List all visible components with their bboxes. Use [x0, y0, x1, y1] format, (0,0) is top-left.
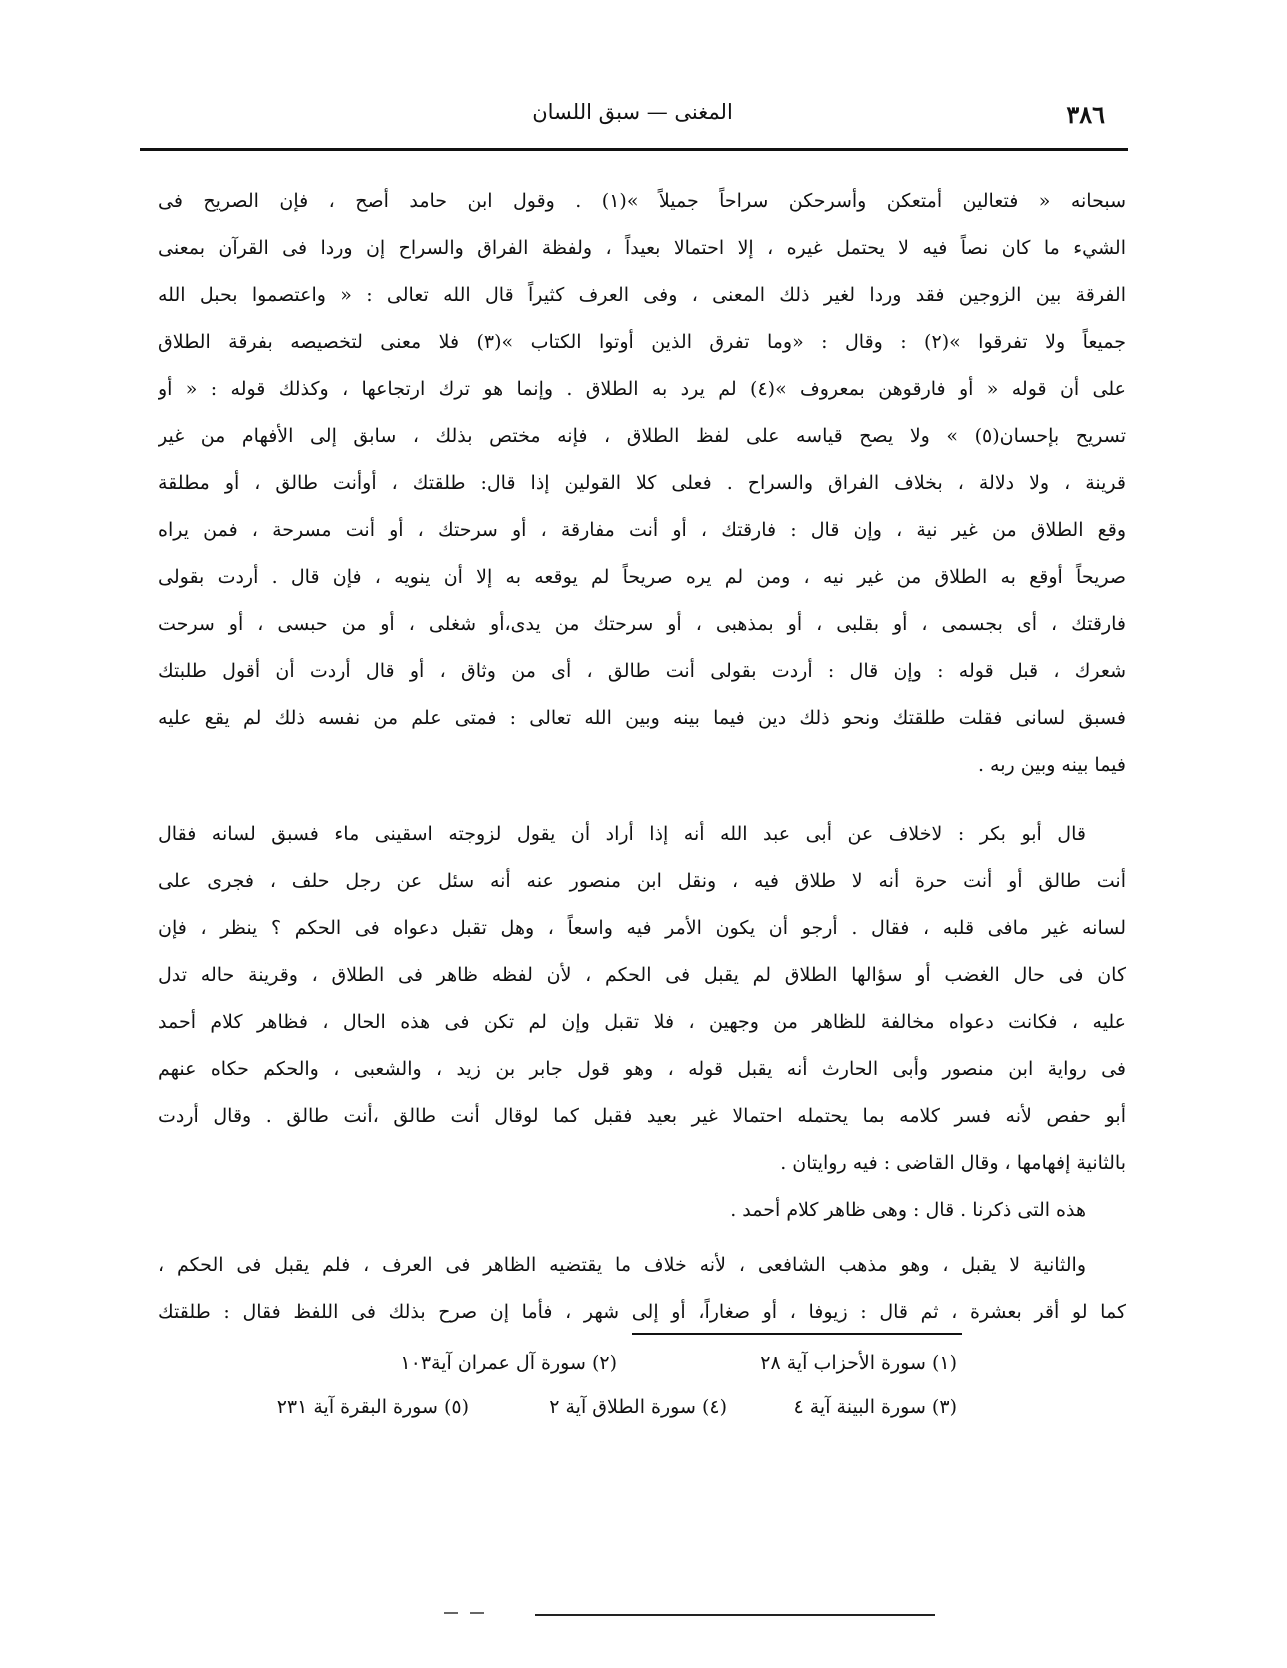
text-line: شعرك ، قبل قوله : وإن قال : أردت بقولى أنت طالق ، أى من وثاق ، أو قال أردت أن أقول طلبتك: [158, 660, 1126, 682]
text-line: لسانه غير مافى قلبه ، فقال . أرجو أن يكون الأمر فيه واسعاً ، وهل تقبل دعواه فى الحكم ؟ ينظر ، فإن: [158, 917, 1126, 939]
bottom-dash: [444, 1612, 458, 1614]
text-line: أبو حفص لأنه فسر كلامه بما يحتمله احتمالا غير بعيد فقبل كما لوقال أنت طالق ،أنت طالق . وقال أردت: [158, 1105, 1126, 1127]
text-line: جميعاً ولا تفرقوا »(٢) : وقال : «وما تفرق الذين أوتوا الكتاب »(٣) فلا معنى لتخصيصه بفرقة الطلاق: [158, 331, 1126, 353]
text-line: فسبق لسانى فقلت طلقتك ونحو ذلك دين فيما بينه وبين الله تعالى : فمتى علم من نفسه ذلك لم يقع عليه: [158, 707, 1126, 729]
text-line: قرينة ، ولا دلالة ، بخلاف الفراق والسراح . فعلى كلا القولين إذا قال: طلقتك ، أوأنت طالق ، أو مطلقة: [158, 472, 1126, 494]
text-line: الفرقة بين الزوجين فقد وردا لغير ذلك المعنى ، وفى العرف كثيراً قال الله تعالى : « واعتصموا بحبل الله: [158, 284, 1126, 306]
paragraph-2: [158, 811, 1126, 1187]
footnote-1: (١) سورة الأحزاب آية ٢٨: [760, 1352, 957, 1374]
text-line: قال أبو بكر : لاخلاف عن أبى عبد الله أنه إذا أراد أن يقول لزوجته اسقينى ماء فسبق لسانه فقال: [158, 823, 1086, 845]
bottom-dash: [470, 1612, 484, 1614]
text-line: سبحانه « فتعالين أمتعكن وأسرحكن سراحاً جميلاً »(١) . وقول ابن حامد أصح ، فإن الصريح فى: [158, 190, 1126, 212]
footnote-rule: [632, 1333, 962, 1335]
text-line: والثانية لا يقبل ، وهو مذهب الشافعى ، لأنه خلاف ما يقتضيه الظاهر فى العرف ، فلم يقبل فى الحكم ،: [158, 1254, 1086, 1276]
bottom-rule: [535, 1614, 935, 1616]
text-line: فارقتك ، أى بجسمى ، أو بقلبى ، أو بمذهبى ، أو سرحتك من يدى،أو شغلى ، أو من حبسى ، أو سرحت: [158, 613, 1126, 635]
text-line: على أن قوله « أو فارقوهن بمعروف »(٤) لم يرد به الطلاق . وإنما هو ترك ارتجاعها ، وكذلك قوله : « أو: [158, 378, 1126, 400]
footnote-4: (٤) سورة الطلاق آية ٢: [549, 1396, 727, 1418]
text-line: وقع الطلاق من غير نية ، وإن قال : فارقتك ، أو أنت مفارقة ، أو سرحتك ، أو أنت مسرحة ، فمن يراه: [158, 519, 1126, 541]
main-text: [158, 178, 1126, 1336]
page-header: [140, 92, 1125, 132]
footnote-2: (٢) سورة آل عمران آية١٠٣: [400, 1352, 617, 1374]
footnote-5: (٥) سورة البقرة آية ٢٣١: [276, 1396, 469, 1418]
text-line: تسريح بإحسان(٥) » ولا يصح قياسه على لفظ الطلاق ، فإنه مختص بذلك ، سابق إلى الأفهام من غير: [158, 425, 1126, 447]
paragraph-4: [158, 1242, 1126, 1336]
text-line: صريحاً أوقع به الطلاق من غير نيه ، ومن لم يره صريحاً لم يوقعه به إلا أن ينويه ، فإن قال . أردت بقولى: [158, 566, 1126, 588]
header-rule: [140, 148, 1128, 151]
text-line: فى رواية ابن منصور وأبى الحارث أنه يقبل قوله ، وهو قول جابر بن زيد ، والشعبى ، والحكم حكاه عنهم: [158, 1058, 1126, 1080]
text-line: كما لو أقر بعشرة ، ثم قال : زيوفا ، أو صغاراً، أو إلى شهر ، فأما إن صرح بذلك فى اللفظ فقال : طلقتك: [158, 1301, 1126, 1323]
paragraph-1: [158, 178, 1126, 789]
page-number: ٣٨٦: [1066, 100, 1105, 129]
text-line: عليه ، فكانت دعواه مخالفة للظاهر من وجهين ، فلا تقبل وإن لم تكن فى هذه الحال ، فظاهر كلام أحمد: [158, 1011, 1126, 1033]
footnote-3: (٣) سورة البينة آية ٤: [793, 1396, 957, 1418]
text-line: أنت طالق أو أنت حرة أنه لا طلاق فيه ، ونقل ابن منصور عنه أنه سئل عن رجل حلف ، فجرى على: [158, 870, 1126, 892]
text-line: فيما بينه وبين ربه .: [977, 754, 1126, 776]
text-line: هذه التى ذكرنا . قال : وهى ظاهر كلام أحمد .: [730, 1199, 1086, 1221]
text-line: كان فى حال الغضب أو سؤالها الطلاق لم يقبل فى الحكم ، لأن لفظه ظاهر فى الطلاق ، وقرينة حاله تدل: [158, 964, 1126, 986]
running-title: المغنى — سبق اللسان: [532, 100, 733, 124]
text-line: الشيء ما كان نصاً فيه لا يحتمل غيره ، إلا احتمالا بعيداً ، ولفظة الفراق والسراح إن وردا فى القرآن بمعنى: [158, 237, 1126, 259]
paragraph-3: [158, 1187, 1126, 1234]
text-line: بالثانية إفهامها ، وقال القاضى : فيه روايتان .: [780, 1152, 1126, 1174]
